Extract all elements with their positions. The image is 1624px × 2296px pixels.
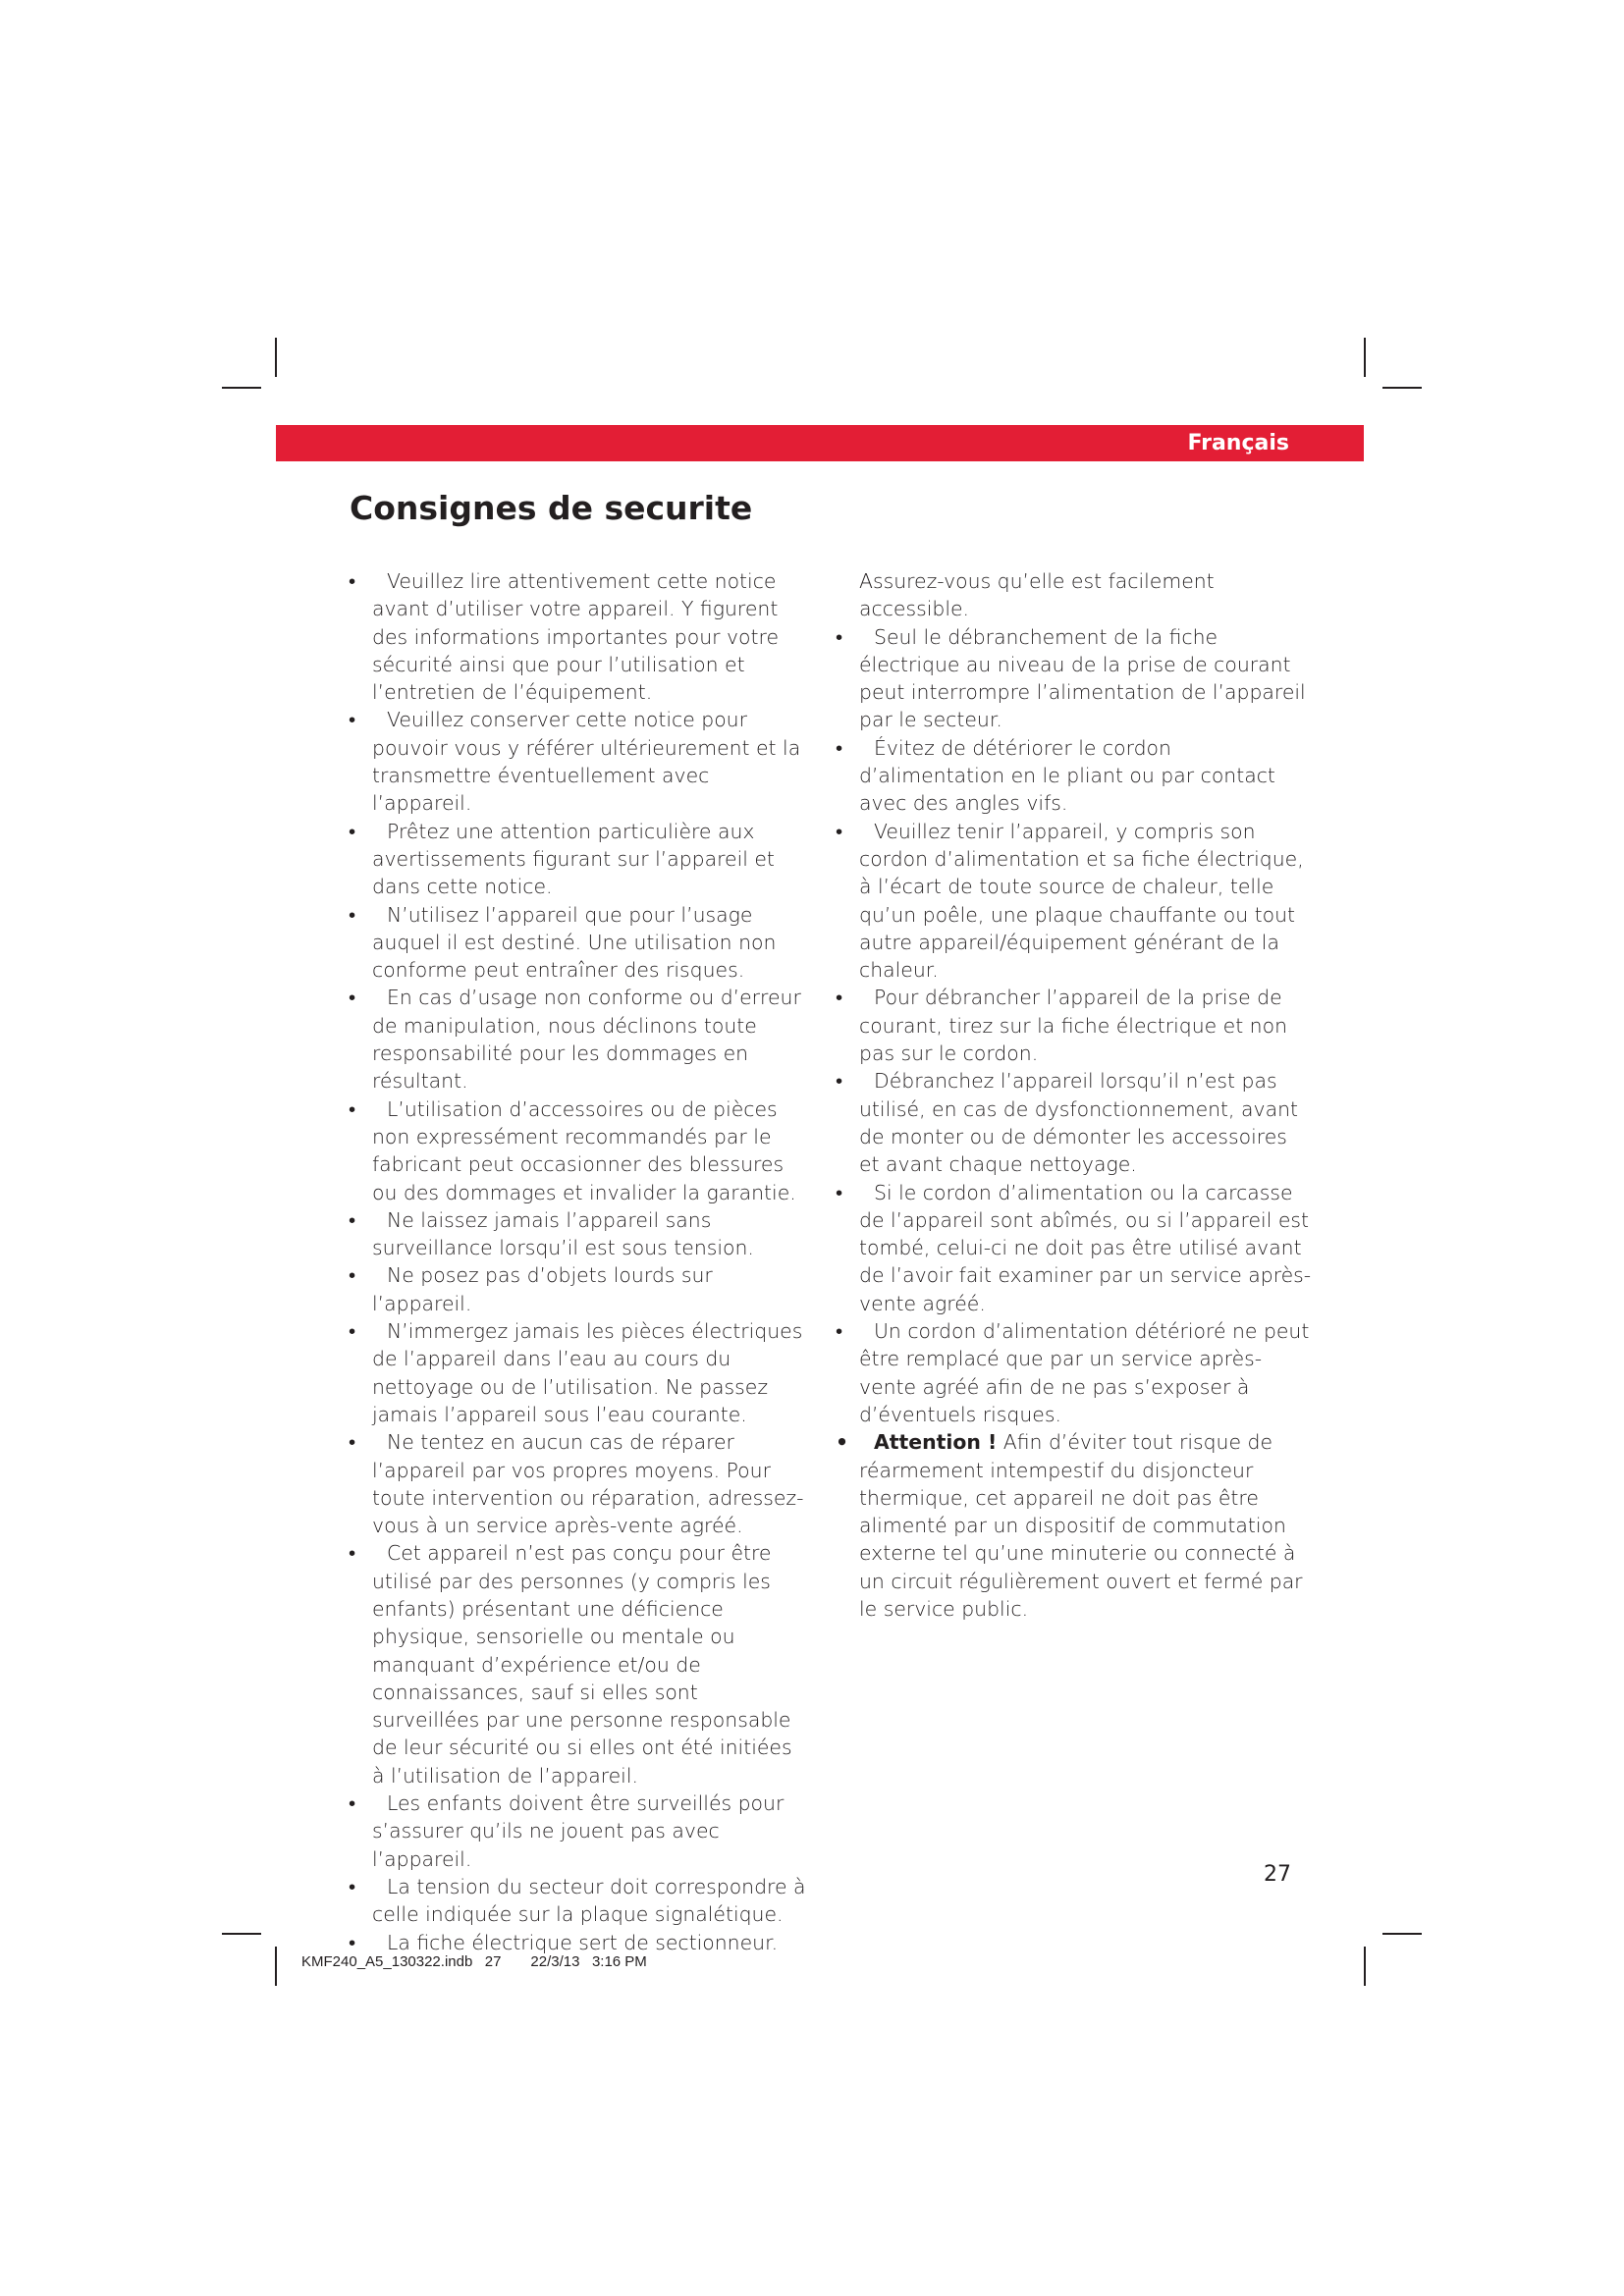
crop-mark (1382, 387, 1422, 389)
attention-label: Attention ! (874, 1430, 998, 1455)
bullet-icon: • (349, 708, 356, 732)
safety-list-left (349, 567, 809, 1956)
list-item: • N’immergez jamais les pièces électriques de l’appareil dans l’eau au cours du nettoyage ou de l’utilisation. Ne passez jamais l’appareil sous l’eau courante. (349, 1319, 803, 1426)
bullet-icon: • (836, 986, 843, 1010)
bullet-icon: • (349, 1541, 356, 1566)
bullet-icon: • (349, 819, 356, 843)
list-item: • Seul le débranchement de la fiche électrique au niveau de la prise de courant peut interrompre l’alimentation de l’appareil par le secteur. (836, 624, 1306, 732)
page-number: 27 (1264, 1862, 1291, 1887)
crop-mark (275, 338, 277, 377)
list-item: • Un cordon d’alimentation détérioré ne peut être remplacé que par un service après-vente agréé afin de ne pas s’exposer à d’éventuels risques. (836, 1319, 1310, 1426)
bullet-icon: • (836, 1430, 849, 1455)
bullet-icon: • (836, 1180, 843, 1204)
crop-mark (222, 1933, 261, 1935)
page-title: Consignes de securite (350, 489, 753, 527)
bullet-icon: • (836, 624, 843, 649)
list-item: • Cet appareil n’est pas conçu pour être utilisé par des personnes (y compris les enfants) présentant une déficience physique, sensorielle ou mentale ou manquant d’expérience et/ou de connaissances, sauf si elles sont surveillées par une personne responsable de leur sécurité ou si elles ont été initiées à l’utilisation de l’appareil. (349, 1541, 792, 1788)
bullet-icon: • (836, 735, 843, 760)
bullet-icon: • (349, 1096, 356, 1121)
bullet-icon: • (349, 1319, 356, 1344)
list-item: • Pour débrancher l’appareil de la prise de courant, tirez sur la fiche électrique et non pas sur le cordon. (836, 986, 1287, 1066)
list-item: • La fiche électrique sert de sectionneur. (372, 1929, 809, 1956)
bullet-icon: • (349, 902, 356, 927)
safety-list-right (836, 567, 1313, 1623)
list-item: • Débranchez l’appareil lorsqu’il n’est pas utilisé, en cas de dysfonctionnement, avant de monter ou de démonter les accessoires et avant chaque nettoyage. (836, 1069, 1298, 1177)
list-item: • La tension du secteur doit correspondre à celle indiquée sur la plaque signalétique. (349, 1874, 806, 1927)
list-item: • Ne tentez en aucun cas de réparer l’appareil par vos propres moyens. Pour toute intervention ou réparation, adressez-vous à un service après-vente agréé. (349, 1430, 804, 1538)
bullet-icon: • (836, 1319, 843, 1344)
bullet-icon: • (349, 1263, 356, 1288)
list-item: • Ne laissez jamais l’appareil sans surveillance lorsqu’il est sous tension. (349, 1207, 754, 1260)
crop-mark (1364, 1947, 1366, 1986)
attention-text: Afin d’éviter tout risque de réarmement intempestif du disjoncteur thermique, cet appareil ne doit pas être alimenté par un dispositif de commutation externe tel qu’une minuterie ou connecté à un circuit régulièrement ouvert et fermé par le service public. (859, 1430, 1303, 1621)
bullet-icon: • (349, 1791, 356, 1816)
list-item: • Si le cordon d’alimentation ou la carcasse de l’appareil sont abîmés, ou si l’appareil est tombé, celui-ci ne doit pas être utilisé avant de l’avoir fait examiner par un service après-vente agréé. (836, 1180, 1312, 1315)
list-item: • En cas d’usage non conforme ou d’erreur de manipulation, nous déclinons toute responsabilité pour les dommages en résultant. (349, 986, 801, 1094)
bullet-icon: • (349, 1430, 356, 1455)
list-item: • Prêtez une attention particulière aux avertissements figurant sur l’appareil et dans cette notice. (349, 819, 775, 899)
list-item: • Ne posez pas d’objets lourds sur l’appareil. (349, 1263, 713, 1315)
language-header-bar (276, 425, 1364, 461)
bullet-icon: • (349, 986, 356, 1010)
bullet-icon: • (349, 569, 356, 593)
crop-mark (1382, 1933, 1422, 1935)
language-label: Français (1187, 431, 1289, 455)
list-item: • Évitez de détériorer le cordon d’alimentation en le pliant ou par contact avec des angles vifs. (836, 735, 1275, 816)
list-item: • N’utilisez l’appareil que pour l’usage auquel il est destiné. Une utilisation non conforme peut entraîner des risques. (349, 902, 777, 983)
crop-mark (1364, 338, 1366, 377)
list-item: • Veuillez conserver cette notice pour pouvoir vous y référer ultérieurement et la transmettre éventuellement avec l’appareil. (349, 708, 801, 816)
bullet-icon: • (836, 819, 843, 843)
list-item: • Veuillez lire attentivement cette notice avant d’utiliser votre appareil. Y figurent des informations importantes pour votre sécurité ainsi que pour l’utilisation et l’entretien de l’équipement. (349, 569, 779, 705)
bullet-icon: • (836, 1069, 843, 1094)
bullet-icon: • (349, 1207, 356, 1232)
crop-mark (222, 387, 261, 389)
list-item: • Veuillez tenir l’appareil, y compris son cordon d’alimentation et sa fiche électrique, à l’écart de toute source de chaleur, telle qu’un poêle, une plaque chauffante ou tout autre appareil/équipement générant de la chaleur. (836, 819, 1304, 983)
list-item: • Les enfants doivent être surveillés pour s’assurer qu’ils ne jouent pas avec l’appareil. (349, 1791, 785, 1871)
print-slug: KMF240_A5_130322.indb 27 22/3/13 3:16 PM (301, 1953, 647, 1970)
list-item: • L’utilisation d’accessoires ou de pièces non expressément recommandés par le fabricant peut occasionner des blessures ou des dommages et invalider la garantie. (349, 1096, 796, 1204)
crop-mark (275, 1947, 277, 1986)
list-item-continuation: Assurez-vous qu’elle est facilement accessible. (859, 569, 1215, 621)
bullet-icon: • (349, 1930, 356, 1954)
bullet-icon: • (349, 1874, 356, 1898)
attention-item (836, 1428, 1313, 1623)
